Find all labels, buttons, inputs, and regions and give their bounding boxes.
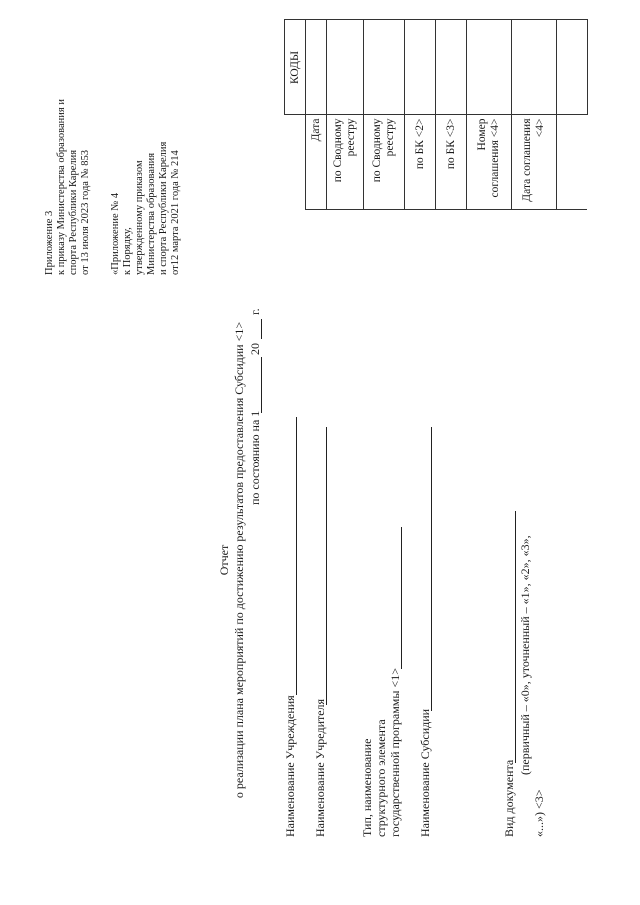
report-subtitle: о реализации плана мероприятий по достижению результатов предоставления Субсидии <1> (232, 321, 246, 799)
codes-table-row (405, 20, 436, 210)
codes-table-row (306, 20, 327, 210)
report-year-line (261, 319, 262, 339)
codes-table-row (364, 20, 405, 210)
type-label-line-1: Тип, наименование (360, 738, 374, 837)
codes-row-label: Дата (306, 115, 327, 210)
codes-table-header-row (285, 20, 306, 210)
doc-type-label: Вид документа (502, 759, 516, 837)
report-year-prefix: 20 (248, 343, 262, 355)
appendix-4-line-2: к Порядку, (122, 227, 133, 275)
codes-table-row (557, 20, 588, 210)
codes-row-value (512, 20, 557, 115)
codes-row-value (467, 20, 512, 115)
doc-type-note-2: «...») <3> (532, 789, 546, 837)
appendix-4-line-1: «Приложение № 4 (110, 192, 121, 275)
appendix-3-line-1: Приложение 3 (44, 210, 55, 275)
codes-table-row (436, 20, 467, 210)
appendix-3-line-4: от 13 июля 2023 года № 853 (80, 150, 91, 275)
subsidy-line (431, 427, 432, 711)
subsidy-label: Наименование Субсидии (418, 708, 432, 837)
codes-row-label: по Сводному реестру (327, 115, 364, 210)
codes-row-value (436, 20, 467, 115)
doc-type-note: (первичный – «0», уточненный – «1», «2», «3», (518, 535, 532, 775)
codes-table-header-spacer (285, 115, 306, 210)
codes-row-label: по БК <3> (436, 115, 467, 210)
doc-type-line (515, 511, 516, 763)
report-date-prefix: по состоянию на 1 (248, 410, 262, 505)
appendix-4-line-5: и спорта Республики Карелия (158, 141, 169, 275)
appendix-4-line-6: от12 марта 2021 года № 214 (170, 150, 181, 275)
codes-table (284, 20, 588, 211)
codes-row-label: по Сводному реестру (364, 115, 405, 210)
type-line (401, 527, 402, 669)
appendix-4-line-4: Министерства образования (146, 152, 157, 275)
codes-table-row (512, 20, 557, 210)
report-year-suffix: г. (248, 308, 262, 315)
codes-table-header: КОДЫ (285, 20, 306, 115)
codes-table-row (327, 20, 364, 210)
codes-row-value (327, 20, 364, 115)
codes-table-row (467, 20, 512, 210)
appendix-3-line-3: спорта Республики Карелия (68, 149, 79, 275)
codes-row-value (405, 20, 436, 115)
type-label-line-2: структурного элемента (374, 719, 388, 837)
codes-row-value-empty (557, 20, 588, 115)
institution-label: Наименование Учреждения (283, 695, 297, 837)
institution-line (296, 417, 297, 695)
report-day-line (261, 357, 262, 413)
report-title: Отчет (217, 544, 231, 576)
founder-line (326, 427, 327, 705)
codes-row-label: по БК <2> (405, 115, 436, 210)
appendix-4-line-3: утвержденному приказом (134, 160, 145, 275)
founder-label: Наименование Учредителя (313, 698, 327, 837)
codes-row-label-empty (557, 115, 588, 210)
appendix-3-line-2: к приказу Министерства образования и (56, 99, 67, 275)
type-label-line-3: государственной программы <1> (388, 668, 402, 837)
codes-row-label: Номер соглашения <4> (467, 115, 512, 210)
codes-row-label: Дата соглашения <4> (512, 115, 557, 210)
codes-row-value (364, 20, 405, 115)
codes-row-value (306, 20, 327, 115)
